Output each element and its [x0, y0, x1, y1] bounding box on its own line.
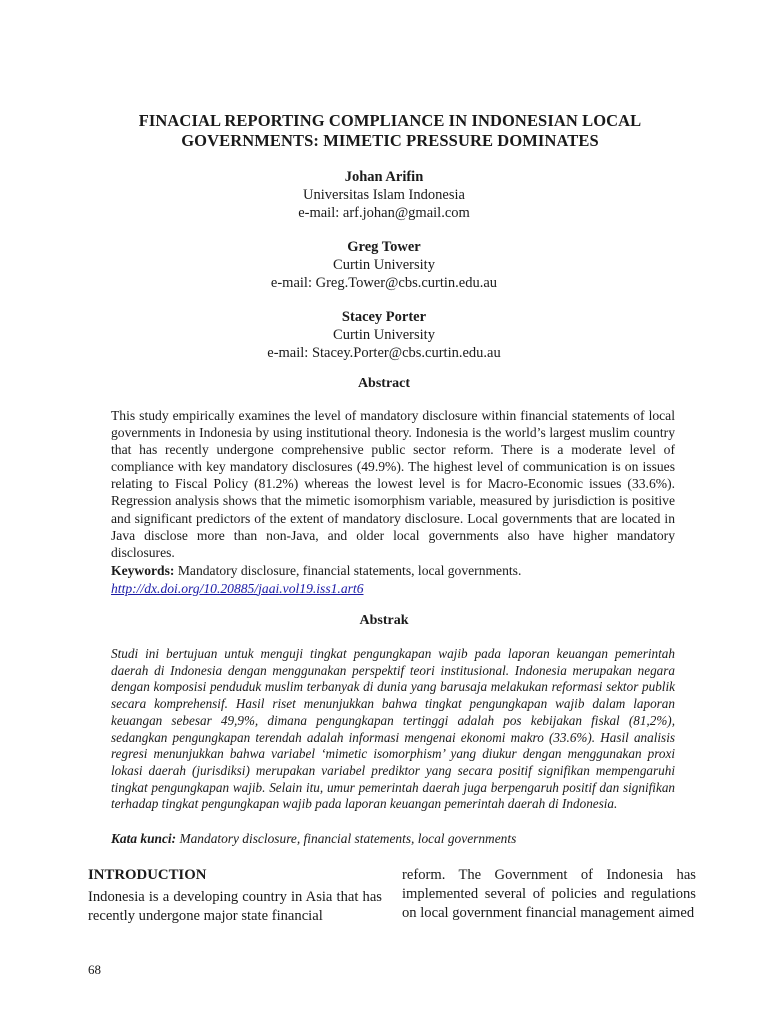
- author-email: e-mail: Stacey.Porter@cbs.curtin.edu.au: [267, 345, 501, 361]
- abstrak-heading: Abstrak: [359, 613, 409, 628]
- author-name: Greg Tower: [347, 239, 421, 255]
- abstrak-text: Studi ini bertujuan untuk menguji tingkat pengungkapan wajib pada laporan keuangan pemerintah daerah di Indonesia dengan menggunakan perspektif teori institusional. Indonesia merupakan negara dengan komposisi penduduk muslim terbanyak di dunia yang barusaja melakukan reformasi sektor publik secara komprehensif. Hasil riset menunjukkan bahwa tingkat pengungkapan wajib dalam laporan keuangan sebesar 49,9%, dimana pengungkapan tertinggi adalah pos kebijakan fiskal (81,2%), sedangkan pengungkapan terendah adalah informasi mengenai ekonomi makro (33.6%). Hasil analisis regresi menunjukkan bahwa variabel ‘mimetic isomorphism’ yang diukur dengan menggunakan proxi lokasi daerah (jurisdiksi) merupakan variabel prediktor yang secara positif signifikan mempengaruhi tingkat pengungkapan wajib. Selain itu, umur pemerintah daerah juga berpengaruh positif dan signifikan terhadap tingkat pengungkapan wajib pada laporan keuangan pemerintah daerah di Indonesia.: [111, 646, 675, 812]
- title-line-1: FINACIAL REPORTING COMPLIANCE IN INDONESIAN LOCAL: [138, 111, 642, 130]
- keywords-text: Mandatory disclosure, financial statements, local governments.: [174, 563, 522, 578]
- abstract-heading: Abstract: [357, 376, 411, 391]
- introduction-heading: INTRODUCTION: [88, 867, 207, 883]
- author-name: Johan Arifin: [344, 169, 424, 185]
- introduction-left-text: Indonesia is a developing country in Asia that has recently undergone major state financial: [88, 888, 382, 924]
- kata-kunci-label: Kata kunci:: [111, 831, 177, 846]
- author-block-3: [0, 308, 768, 362]
- title-line-2: GOVERNMENTS: MIMETIC PRESSURE DOMINATES: [181, 131, 599, 150]
- page-number: 68: [88, 962, 101, 977]
- kata-kunci-text: Mandatory disclosure, financial statements, local governments: [176, 831, 517, 846]
- keywords-block: [111, 562, 675, 597]
- introduction-right-text: reform. The Government of Indonesia has implemented several of policies and regulations on local government financial management aimed: [402, 867, 696, 921]
- author-affiliation: Curtin University: [333, 257, 435, 273]
- author-block-2: [0, 238, 768, 292]
- doi-link[interactable]: http://dx.doi.org/10.20885/jaai.vol19.iss1.art6: [111, 580, 364, 596]
- author-affiliation: Curtin University: [333, 327, 435, 343]
- author-affiliation: Universitas Islam Indonesia: [303, 187, 465, 203]
- left-column: [88, 866, 382, 925]
- right-column: [402, 866, 696, 922]
- author-email: e-mail: Greg.Tower@cbs.curtin.edu.au: [270, 275, 498, 291]
- paper-title: [90, 111, 690, 151]
- author-block-1: [0, 168, 768, 222]
- keywords-label: Keywords:: [111, 563, 175, 578]
- abstract-text: This study empirically examines the level of mandatory disclosure within financial statements of local governments in Indonesia by using institutional theory. Indonesia is the world’s largest muslim country that has recently undergone comprehensive public sector reform. There is a moderate level of compliance with key mandatory disclosures (49.9%). The highest level of communication is on issues relating to Fiscal Policy (81.2%) whereas the lowest level is for Macro-Economic issues (33.6%). Regression analysis shows that the mimetic isomorphism variable, measured by jurisdiction is positive and significant predictors of the extent of mandatory disclosure. Local governments that are located in Java disclose more than non-Java, and older local governments also have higher mandatory disclosures.: [111, 408, 675, 560]
- author-name: Stacey Porter: [341, 309, 427, 325]
- kata-kunci-block: [111, 831, 675, 847]
- author-email: e-mail: arf.johan@gmail.com: [298, 205, 470, 221]
